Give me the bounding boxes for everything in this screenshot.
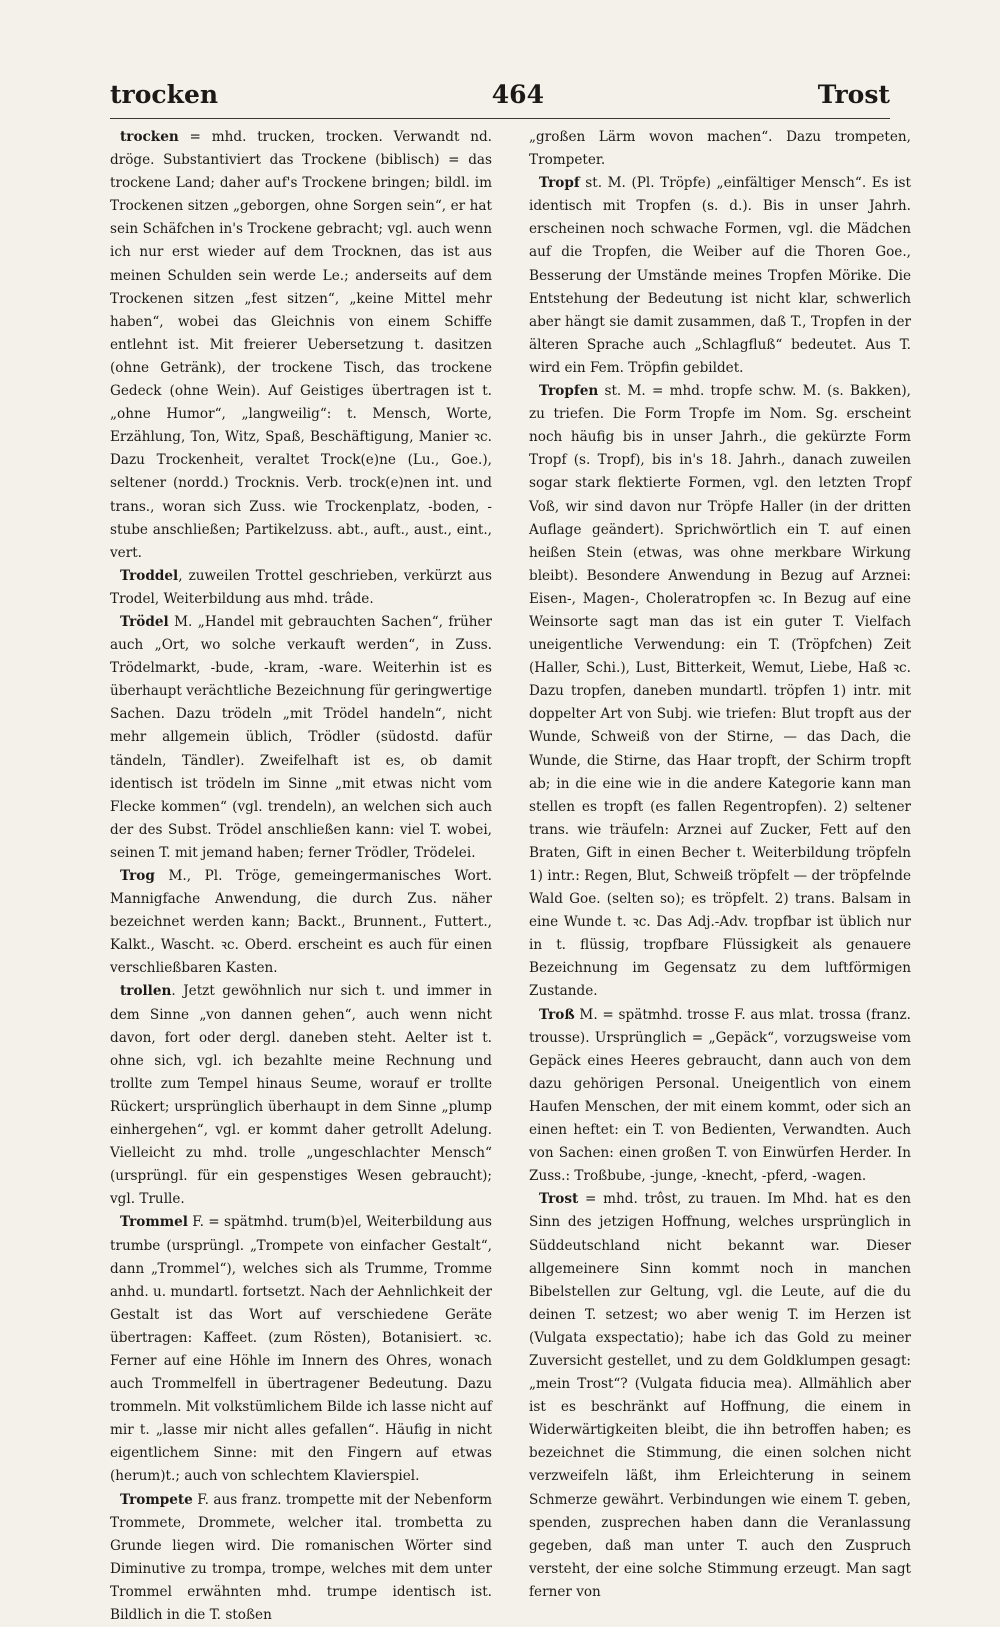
entry-text: M. „Handel mit gebrauchten Sachen“, früher auch „Ort, wo solche verkauft werden“, in Zuss. Trödelmarkt, -bude, -kram, -ware. Weiterhin ist es überhaupt verächtliche Bezeichnung für geringwertige Sachen. Dazu trödeln „mit Trödel handeln“, nicht mehr allgemein üblich, Trödler (südostd. dafür tändeln, Tändler). Zweifelhaft ist es, ob damit identisch ist trödeln im Sinne „mit etwas nicht vom Flecke kommen“ (vgl. trendeln), an welchen sich auch der des Subst. Trödel anschließen kann: viel T. wobei, seinen T. mit jemand haben; ferner Trödler, Trödelei. — [110, 613, 492, 861]
dictionary-entry — [110, 1489, 492, 1627]
entry-headword: Trompete — [120, 1491, 193, 1508]
left-column — [110, 126, 492, 1627]
entry-headword: trocken — [120, 129, 179, 145]
header-right-word: Trost — [817, 79, 890, 109]
entry-headword: Tropf — [539, 175, 580, 192]
running-header — [110, 74, 890, 114]
entry-text: „großen Lärm wovon machen“. Dazu trompeten, Trompeter. — [529, 129, 911, 169]
entry-headword: Trost — [539, 1191, 579, 1208]
entry-text: F. = spätmhd. trum(b)el, Weiterbildung aus trumbe (ursprüngl. „Trompete von einfacher Gestalt“, dann „Trommel“), welches sich als Trumme, Tromme anhd. u. mundartl. fortsetzt. Nach der Aehnlichkeit der Gestalt ist das Wort auf verschiedene Geräte übertragen: Kaffeet. (zum Rösten), Botanisiert. ꝛc. Ferner auf eine Höhle im Innern des Ohres, wonach auch Trommelfell in übertragener Bedeutung. Dazu trommeln. Mit volkstümlichem Bilde ich lasse nicht auf mir t. „lasse mir nicht alles gefallen“. Häufig in nicht eigentlichem Sinne: mit den Fingern auf etwas (herum)t.; auch von schlechtem Klavierspiel. — [110, 1214, 492, 1485]
entry-headword: Troß — [539, 1006, 575, 1023]
dictionary-entry — [110, 126, 492, 565]
dictionary-entry — [110, 611, 492, 865]
page-number: 464 — [491, 79, 544, 109]
entry-text: M., Pl. Tröge, gemeingermanisches Wort. Mannigfache Anwendung, die durch Zus. näher bezeichnet werden kann; Backt., Brunnent., Futtert., Kalkt., Wascht. ꝛc. Oberd. erscheint es auch für einen verschließbaren Kasten. — [110, 868, 492, 977]
dictionary-entry — [529, 1004, 911, 1189]
header-left-word: trocken — [110, 79, 219, 109]
dictionary-entry — [110, 865, 492, 980]
dictionary-entry — [529, 172, 911, 380]
entry-headword: trollen — [120, 983, 172, 1000]
entry-headword: Trommel — [120, 1214, 188, 1231]
entry-text: = mhd. trôst, zu trauen. Im Mhd. hat es den Sinn des jetzigen Hoffnung, welches ursprünglich in Süddeutschland nicht bekannt war. Dieser allgemeinere Sinn kommt noch in manchen Bibelstellen zur Geltung, vgl. die Leute, auf die du deinen T. setzest; wo aber wenig T. im Herzen ist (Vulgata exspectatio); habe ich das Gold zu meiner Zuversicht gestellet, und zu dem Goldklumpen gesagt: „mein Trost“? (Vulgata fiducia mea). Allmählich aber ist es beschränkt auf Hoffnung, die einem in Widerwärtigkeiten bleibt, die ihn betroffen haben; es bezeichnet die Stimmung, die einen solchen nicht verzweifeln läßt, ihm Erleichterung in seinem Schmerze gewährt. Verbindungen wie einem T. geben, spenden, zusprechen haben dann die Veranlassung gegeben, daß man unter T. auch den Zuspruch versteht, der eine solche Stimmung erzeugt. Man sagt ferner von — [529, 1191, 911, 1600]
right-column — [529, 126, 911, 1604]
entry-text: F. aus franz. trompette mit der Nebenform Trommete, Drommete, welcher ital. trombetta zu Grunde liegen wird. Die romanischen Wörter sind Diminutive zu trompa, trompe, welches mit dem unter Trommel erwähnten mhd. trumpe identisch ist. Bildlich in die T. stoßen — [110, 1491, 492, 1623]
entry-text: M. = spätmhd. trosse F. aus mlat. trossa (franz. trousse). Ursprünglich = „Gepäck“, vorzugsweise vom Gepäck eines Heeres gebraucht, dann auch von dem dazu gehörigen Personal. Uneigentlich von einem Haufen Menschen, der mit einem kommt, oder sich an einen heftet: ein T. von Bedienten, Verwandten. Auch von Sachen: einen großen T. von Einwürfen Herder. In Zuss.: Troßbube, -junge, -knecht, -pferd, -wagen. — [529, 1006, 911, 1185]
dictionary-entry — [110, 565, 492, 611]
entry-headword: Tropfen — [539, 383, 599, 400]
entry-text: st. M. = mhd. tropfe schw. M. (s. Bakken), zu triefen. Die Form Tropfe im Nom. Sg. erscheint noch häufig bis in unser Jahrh., die gekürzte Form Tropf (s. Tropf), bis in's 18. Jahrh., danach zuweilen sogar stark flektierte Formen, vgl. den letzten Tropf Voß, wir sind davon nur Tröpfe Haller (in der dritten Auflage geändert). Sprichwörtlich ein T. auf einen heißen Stein (etwas, was ohne merkbare Wirkung bleibt). Besondere Anwendung in Bezug auf Arznei: Eisen-, Magen-, Choleratropfen ꝛc. In Bezug auf eine Weinsorte sagt man das ist ein guter T. Vielfach uneigentliche Verwendung: ein T. (Tröpfchen) Zeit (Haller, Schi.), Lust, Bitterkeit, Wemut, Liebe, Haß ꝛc. Dazu tropfen, daneben mundartl. tröpfen 1) intr. mit doppelter Art von Subj. wie triefen: Blut tropft aus der Wunde, Schweiß von der Stirne, — das Dach, die Wunde, die Stirne, das Haar tropft, der Schirm tropft ab; in die eine wie in die andere Kategorie kann man stellen es tropft (es fallen Regentropfen). 2) seltener trans. wie träufeln: Arznei auf Zucker, Fett auf den Braten, Gift in einen Becher t. Weiterbildung tröpfeln 1) intr.: Regen, Blut, Schweiß tröpfelt — der tröpfelnde Wald Goe. (selten so); es tröpfelt. 2) trans. Balsam in eine Wunde t. ꝛc. Das Adj.-Adv. tropfbar ist üblich nur in t. flüssig, tropfbare Flüssigkeit als genauere Bezeichnung im Gegensatz zu dem luftförmigen Zustande. — [529, 383, 911, 1000]
dictionary-entry — [529, 1188, 911, 1604]
dictionary-entry — [110, 980, 492, 1211]
entry-text: . Jetzt gewöhnlich nur sich t. und immer in dem Sinne „von dannen gehen“, auch wenn nicht davon, fort oder dergl. daneben steht. Aelter ist t. ohne sich, vgl. ich bezahlte meine Rechnung und trollte zum Tempel hinaus Seume, worauf er trollte Rückert; ursprünglich überhaupt in dem Sinne „plump einhergehen“, vgl. er kommt daher getrollt Adelung. Vielleicht zu mhd. trolle „ungeschlachter Mensch“ (ursprüngl. für ein gespenstiges Wesen gebraucht); vgl. Trulle. — [110, 983, 492, 1208]
entry-headword: Trog — [120, 868, 155, 884]
entry-headword: Trödel — [120, 613, 169, 630]
entry-headword: Troddel — [120, 567, 179, 584]
entry-text: st. M. (Pl. Tröpfe) „einfältiger Mensch“. Es ist identisch mit Tropfen (s. d.). Bis in unser Jahrh. erscheinen noch schwache Formen, vgl. die Mädchen auf die Tropfen, die Weiber auf die Thoren Goe., Besserung der Umstände meines Tropfen Mörike. Die Entstehung der Bedeutung ist nicht klar, schwerlich aber hängt sie damit zusammen, daß T., Tropfen in der älteren Sprache auch „Schlagfluß“ bedeutet. Aus T. wird ein Fem. Tröpfin gebildet. — [529, 175, 911, 376]
entry-text: = mhd. trucken, trocken. Verwandt nd. dröge. Substantiviert das Trockene (biblisch) = das trockene Land; daher auf's Trockene bringen; bildl. im Trockenen sitzen „geborgen, ohne Sorgen sein“, er hat sein Schäfchen in's Trockene gebracht; vgl. auch wenn ich nur erst wieder auf dem Trocknen, das ist aus meinen Schulden sein werde Le.; anderseits auf dem Trockenen sitzen „fest sitzen“, „keine Mittel mehr haben“, wobei das Gleichnis von einem Schiffe entlehnt ist. Mit freierer Uebersetzung t. dasitzen (ohne Getränk), der trockene Tisch, das trockene Gedeck (ohne Wein). Auf Geistiges übertragen ist t. „ohne Humor“, „langweilig“: t. Mensch, Worte, Erzählung, Ton, Witz, Spaß, Beschäftigung, Manier ꝛc. Dazu Trockenheit, veraltet Trock(e)ne (Lu., Goe.), seltener (nordd.) Trocknis. Verb. trock(e)nen int. und trans., woran sich Zuss. wie Trockenplatz, -boden, -stube anschließen; Partikelzuss. abt., auft., aust., eint., vert. — [110, 129, 492, 561]
dictionary-entry-continuation — [529, 126, 911, 172]
dictionary-entry — [110, 1211, 492, 1488]
entry-text: , zuweilen Trottel geschrieben, verkürzt aus Trodel, Weiterbildung aus mhd. trâde. — [110, 567, 492, 607]
dictionary-entry — [529, 380, 911, 1004]
header-rule — [110, 118, 890, 119]
